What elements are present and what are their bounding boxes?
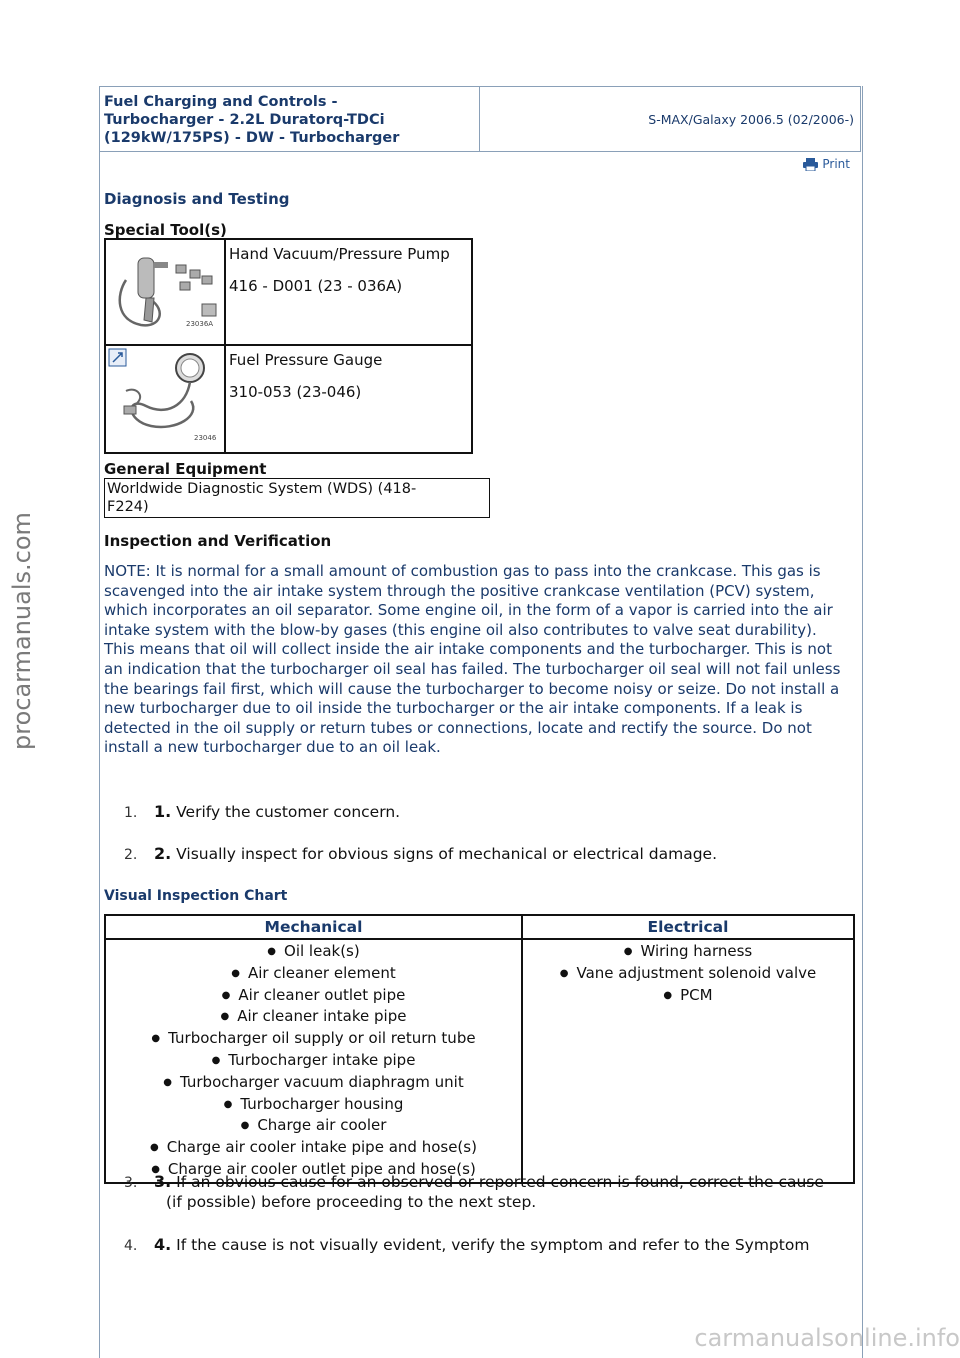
list-item: ● Vane adjustment solenoid valve	[523, 964, 853, 986]
list-item: ● Charge air cooler intake pipe and hose(s)	[106, 1138, 521, 1160]
print-button[interactable]	[803, 157, 850, 171]
section-title-visual-chart: Visual Inspection Chart	[104, 888, 288, 904]
list-item: ● Turbocharger vacuum diaphragm unit	[106, 1073, 521, 1095]
step-item: 1. 1. Verify the customer concern.	[124, 802, 401, 821]
section-title-diagnosis: Diagnosis and Testing	[104, 190, 290, 208]
chart-header-electrical: Electrical	[522, 915, 854, 939]
document-title: Fuel Charging and Controls - Turbocharger - 2.2L Duratorq-TDCi (129kW/175PS) - DW - Turbocharger	[100, 87, 480, 151]
list-item: ● Air cleaner element	[106, 964, 521, 986]
print-label: Print	[822, 157, 850, 171]
list-item: ● Wiring harness	[523, 942, 853, 964]
tool-image-label: 23036A	[186, 320, 214, 328]
step-item: 2. 2. Visually inspect for obvious signs of mechanical or electrical damage.	[124, 844, 717, 863]
step-item: 4. 4. If the cause is not visually evident, verify the symptom and refer to the Symptom	[124, 1235, 810, 1254]
tool-code: 310-053 (23-046)	[229, 383, 362, 401]
section-title-inspection: Inspection and Verification	[104, 532, 332, 550]
step-continuation: (if possible) before proceeding to the next step.	[166, 1193, 537, 1211]
tool-name: Fuel Pressure Gauge	[229, 351, 383, 369]
mechanical-list-cell	[105, 939, 522, 1183]
list-item: ● Turbocharger oil supply or oil return tube	[106, 1029, 521, 1051]
note-paragraph: NOTE: It is normal for a small amount of combustion gas to pass into the crankcase. This gas is scavenged into the air intake system through the positive crankcase ventilation (PCV) system, which incorporates an oil separator. Some engine oil, in the form of a vapor is carried into the air intake system with the blow-by gases (this engine oil also contributes to valve seat durability). This means that oil will collect inside the air intake components and the turbocharger. This is not an indication that the turbocharger oil seal has failed. The turbocharger oil seal will not fail unless the bearings fail first, which will cause the turbocharger to become noisy or seize. Do not install a new turbocharger due to oil inside the turbocharger or the air intake components. If a leak is detected in the oil supply or return tubes or connections, locate and rectify the source. Do not install a new turbocharger due to an oil leak.	[104, 562, 841, 757]
tool-name: Hand Vacuum/Pressure Pump	[229, 245, 450, 263]
tool-image-label: 23046	[194, 434, 217, 442]
vacuum-pump-illustration	[106, 240, 224, 340]
tool-image	[105, 239, 225, 345]
special-tools-table	[104, 238, 473, 454]
tool-row	[105, 345, 472, 453]
equipment-box: Worldwide Diagnostic System (WDS) (418- F224)	[104, 478, 490, 518]
chart-header-mechanical: Mechanical	[105, 915, 522, 939]
list-item: ● Turbocharger intake pipe	[106, 1051, 521, 1073]
list-item: ● Charge air cooler outlet pipe and hose(s)	[106, 1160, 521, 1182]
visual-inspection-chart	[104, 914, 855, 1184]
list-item: ● Air cleaner outlet pipe	[106, 986, 521, 1008]
list-item: ● PCM	[523, 986, 853, 1008]
footer-watermark: carmanualsonline.info	[694, 1324, 960, 1352]
tool-description	[225, 239, 472, 345]
document-header	[99, 86, 861, 152]
section-title-general-equipment: General Equipment	[104, 460, 267, 478]
electrical-list	[523, 942, 853, 1007]
electrical-list-cell	[522, 939, 854, 1183]
tool-row	[105, 239, 472, 345]
tool-code: 416 - D001 (23 - 036A)	[229, 277, 403, 295]
pressure-gauge-illustration	[106, 346, 224, 448]
tool-description	[225, 345, 472, 453]
step-item: 3. 3. If an obvious cause for an observed or reported concern is found, correct the cause	[124, 1172, 824, 1191]
vehicle-model: S-MAX/Galaxy 2006.5 (02/2006-)	[648, 111, 854, 127]
list-item: ● Air cleaner intake pipe	[106, 1007, 521, 1029]
section-title-special-tools: Special Tool(s)	[104, 221, 227, 239]
list-item: ● Oil leak(s)	[106, 942, 521, 964]
list-item: ● Turbocharger housing	[106, 1095, 521, 1117]
list-item: ● Charge air cooler	[106, 1116, 521, 1138]
tool-image	[105, 345, 225, 453]
mechanical-list	[106, 942, 521, 1182]
printer-icon	[803, 158, 818, 171]
side-watermark: procarmanuals.com	[8, 512, 36, 750]
